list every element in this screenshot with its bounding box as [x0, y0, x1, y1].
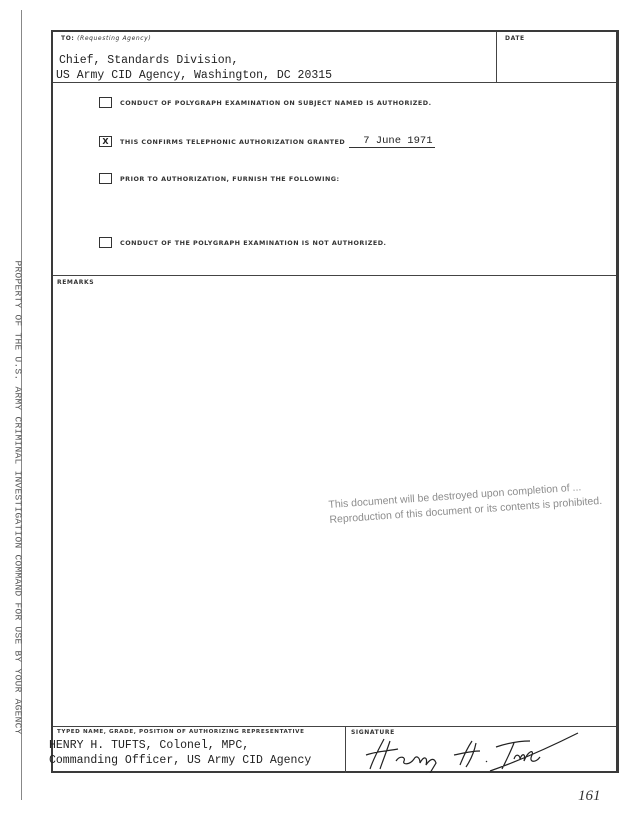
option-authorized	[99, 97, 432, 108]
polygraph-authorization-form	[51, 30, 619, 773]
option-not-authorized-label: CONDUCT OF THE POLYGRAPH EXAMINATION IS NOT AUTHORIZED.	[120, 238, 387, 247]
remarks-label: REMARKS	[57, 279, 95, 286]
option-telephonic	[99, 135, 435, 148]
option-authorized-label: CONDUCT OF POLYGRAPH EXAMINATION ON SUBJECT NAMED IS AUTHORIZED.	[120, 98, 432, 107]
checkbox-prior[interactable]	[99, 173, 112, 184]
representative-field	[49, 727, 346, 773]
option-prior-label: PRIOR TO AUTHORIZATION, FURNISH THE FOLLOWING:	[120, 174, 340, 183]
signature-icon	[364, 729, 584, 773]
to-line-1: Chief, Standards Division,	[59, 54, 239, 67]
representative-line-1: HENRY H. TUFTS, Colonel, MPC,	[49, 739, 250, 752]
signature-field	[346, 727, 616, 773]
checkbox-not-authorized[interactable]	[99, 237, 112, 248]
authorizing-section	[49, 727, 616, 773]
representative-label: TYPED NAME, GRADE, POSITION OF AUTHORIZING REPRESENTATIVE	[57, 729, 305, 735]
checkbox-authorized[interactable]	[99, 97, 112, 108]
to-field	[53, 32, 497, 82]
option-prior	[99, 173, 340, 184]
side-text: PROPERTY OF THE U.S. ARMY CRIMINAL INVESTIGATION COMMAND FOR USE BY YOUR AGENCY	[12, 260, 24, 735]
header-row	[53, 32, 616, 83]
date-field	[497, 32, 616, 82]
option-telephonic-label: THIS CONFIRMS TELEPHONIC AUTHORIZATION GRANTED	[120, 137, 346, 146]
to-label-note: (Requesting Agency)	[77, 35, 152, 42]
checkbox-telephonic[interactable]: X	[99, 136, 112, 147]
to-line-2: US Army CID Agency, Washington, DC 20315	[56, 69, 333, 82]
to-label: TO:	[61, 35, 75, 42]
page-number: 161	[578, 788, 601, 804]
granted-date: 7 June 1971	[349, 135, 434, 148]
side-margin	[8, 260, 24, 735]
date-label: DATE	[505, 35, 525, 42]
authorization-section	[53, 83, 616, 276]
signature-label: SIGNATURE	[351, 729, 395, 736]
remarks-section	[53, 276, 616, 727]
representative-line-2: Commanding Officer, US Army CID Agency	[49, 754, 312, 767]
option-not-authorized	[99, 237, 386, 248]
destruction-stamp: This document will be destroyed upon completion of ... Reproduction of this document or its contents is prohibited.	[328, 481, 603, 526]
